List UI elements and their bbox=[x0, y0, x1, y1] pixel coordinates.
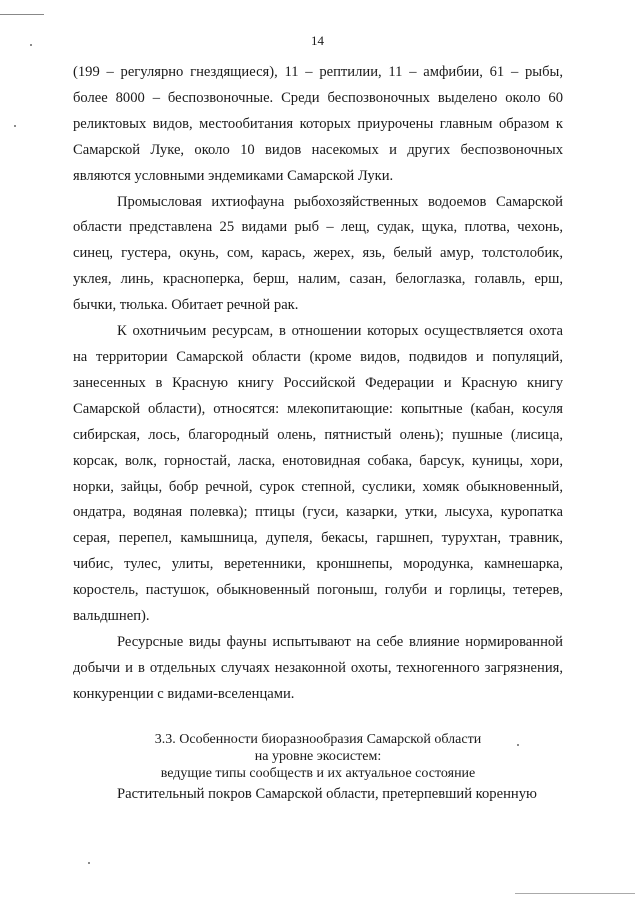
section-heading-line-1: 3.3. Особенности биоразнообразия Самарской области bbox=[154, 731, 482, 747]
paragraph-ichthyofauna: Промысловая ихтиофауна рыбохозяйственных водоемов Самарской области представлена 25 видами рыб – лещ, судак, щука, плотва, чехонь, синец, густера, окунь, сом, карась, жерех, язь, белый амур, толстолобик, уклея, линь, красноперка, берш, налим, сазан, белоглазка, голавль, ерш, бычки, тюлька. Обитает речной рак. bbox=[73, 193, 563, 314]
paragraph-vegetation: Растительный покров Самарской области, претерпевший коренную bbox=[117, 785, 537, 802]
page-number: 14 bbox=[311, 33, 324, 48]
scan-speck bbox=[517, 744, 519, 746]
scan-speck bbox=[14, 125, 16, 127]
document-body bbox=[73, 60, 563, 808]
scan-speck bbox=[30, 44, 32, 46]
section-heading-line-2: на уровне экосистем: bbox=[254, 748, 382, 764]
paragraph-hunting-resources: К охотничьим ресурсам, в отношении которых осуществляется охота на территории Самарской области (кроме видов, подвидов и популяций, занесенных в Красную книгу Российской Федерации и Красную книгу Самарской области), относятся: млекопитающие: копытные (кабан, косуля сибирская, лось, благородный олень, пятнистый олень); пушные (лисица, корсак, волк, горностай, ласка, енотовидная собака, барсук, куницы, хори, норки, зайцы, бобр речной, сурок степной, суслики, хомяк обыкновенный, ондатра, водяная полевка); птицы (гуси, казарки, утки, лысуха, куропатка серая, перепел, камышница, дупеля, бекасы, гаршнеп, турухтан, травник, чибис, тулес, улиты, веретенники, кроншнепы, мородунка, камнешарка, коростель, пастушок, обыкновенный погоныш, голуби и горлицы, тетерев, вальдшнеп). bbox=[73, 323, 563, 625]
paragraph-resource-species: Ресурсные виды фауны испытывают на себе влияние нормированной добычи и в отдельных случаях незаконной охоты, техногенного загрязнения, конкуренции с видами-вселенцами. bbox=[73, 633, 563, 702]
paragraph-fauna-counts: (199 – регулярно гнездящиеся), 11 – рептилии, 11 – амфибии, 61 – рыбы, более 8000 – беспозвоночные. Среди беспозвоночных выделено около 60 реликтовых видов, местообитания которых приурочены главным образом к Самарской Луке, около 10 видов насекомых и других беспозвоночных являются условными эндемиками Самарской Луки. bbox=[73, 64, 563, 184]
scan-edge-mark bbox=[515, 893, 635, 894]
scan-speck bbox=[88, 862, 90, 864]
scan-edge-mark bbox=[0, 14, 44, 15]
section-heading bbox=[73, 731, 563, 782]
section-heading-line-3: ведущие типы сообществ и их актуальное состояние bbox=[160, 765, 476, 781]
